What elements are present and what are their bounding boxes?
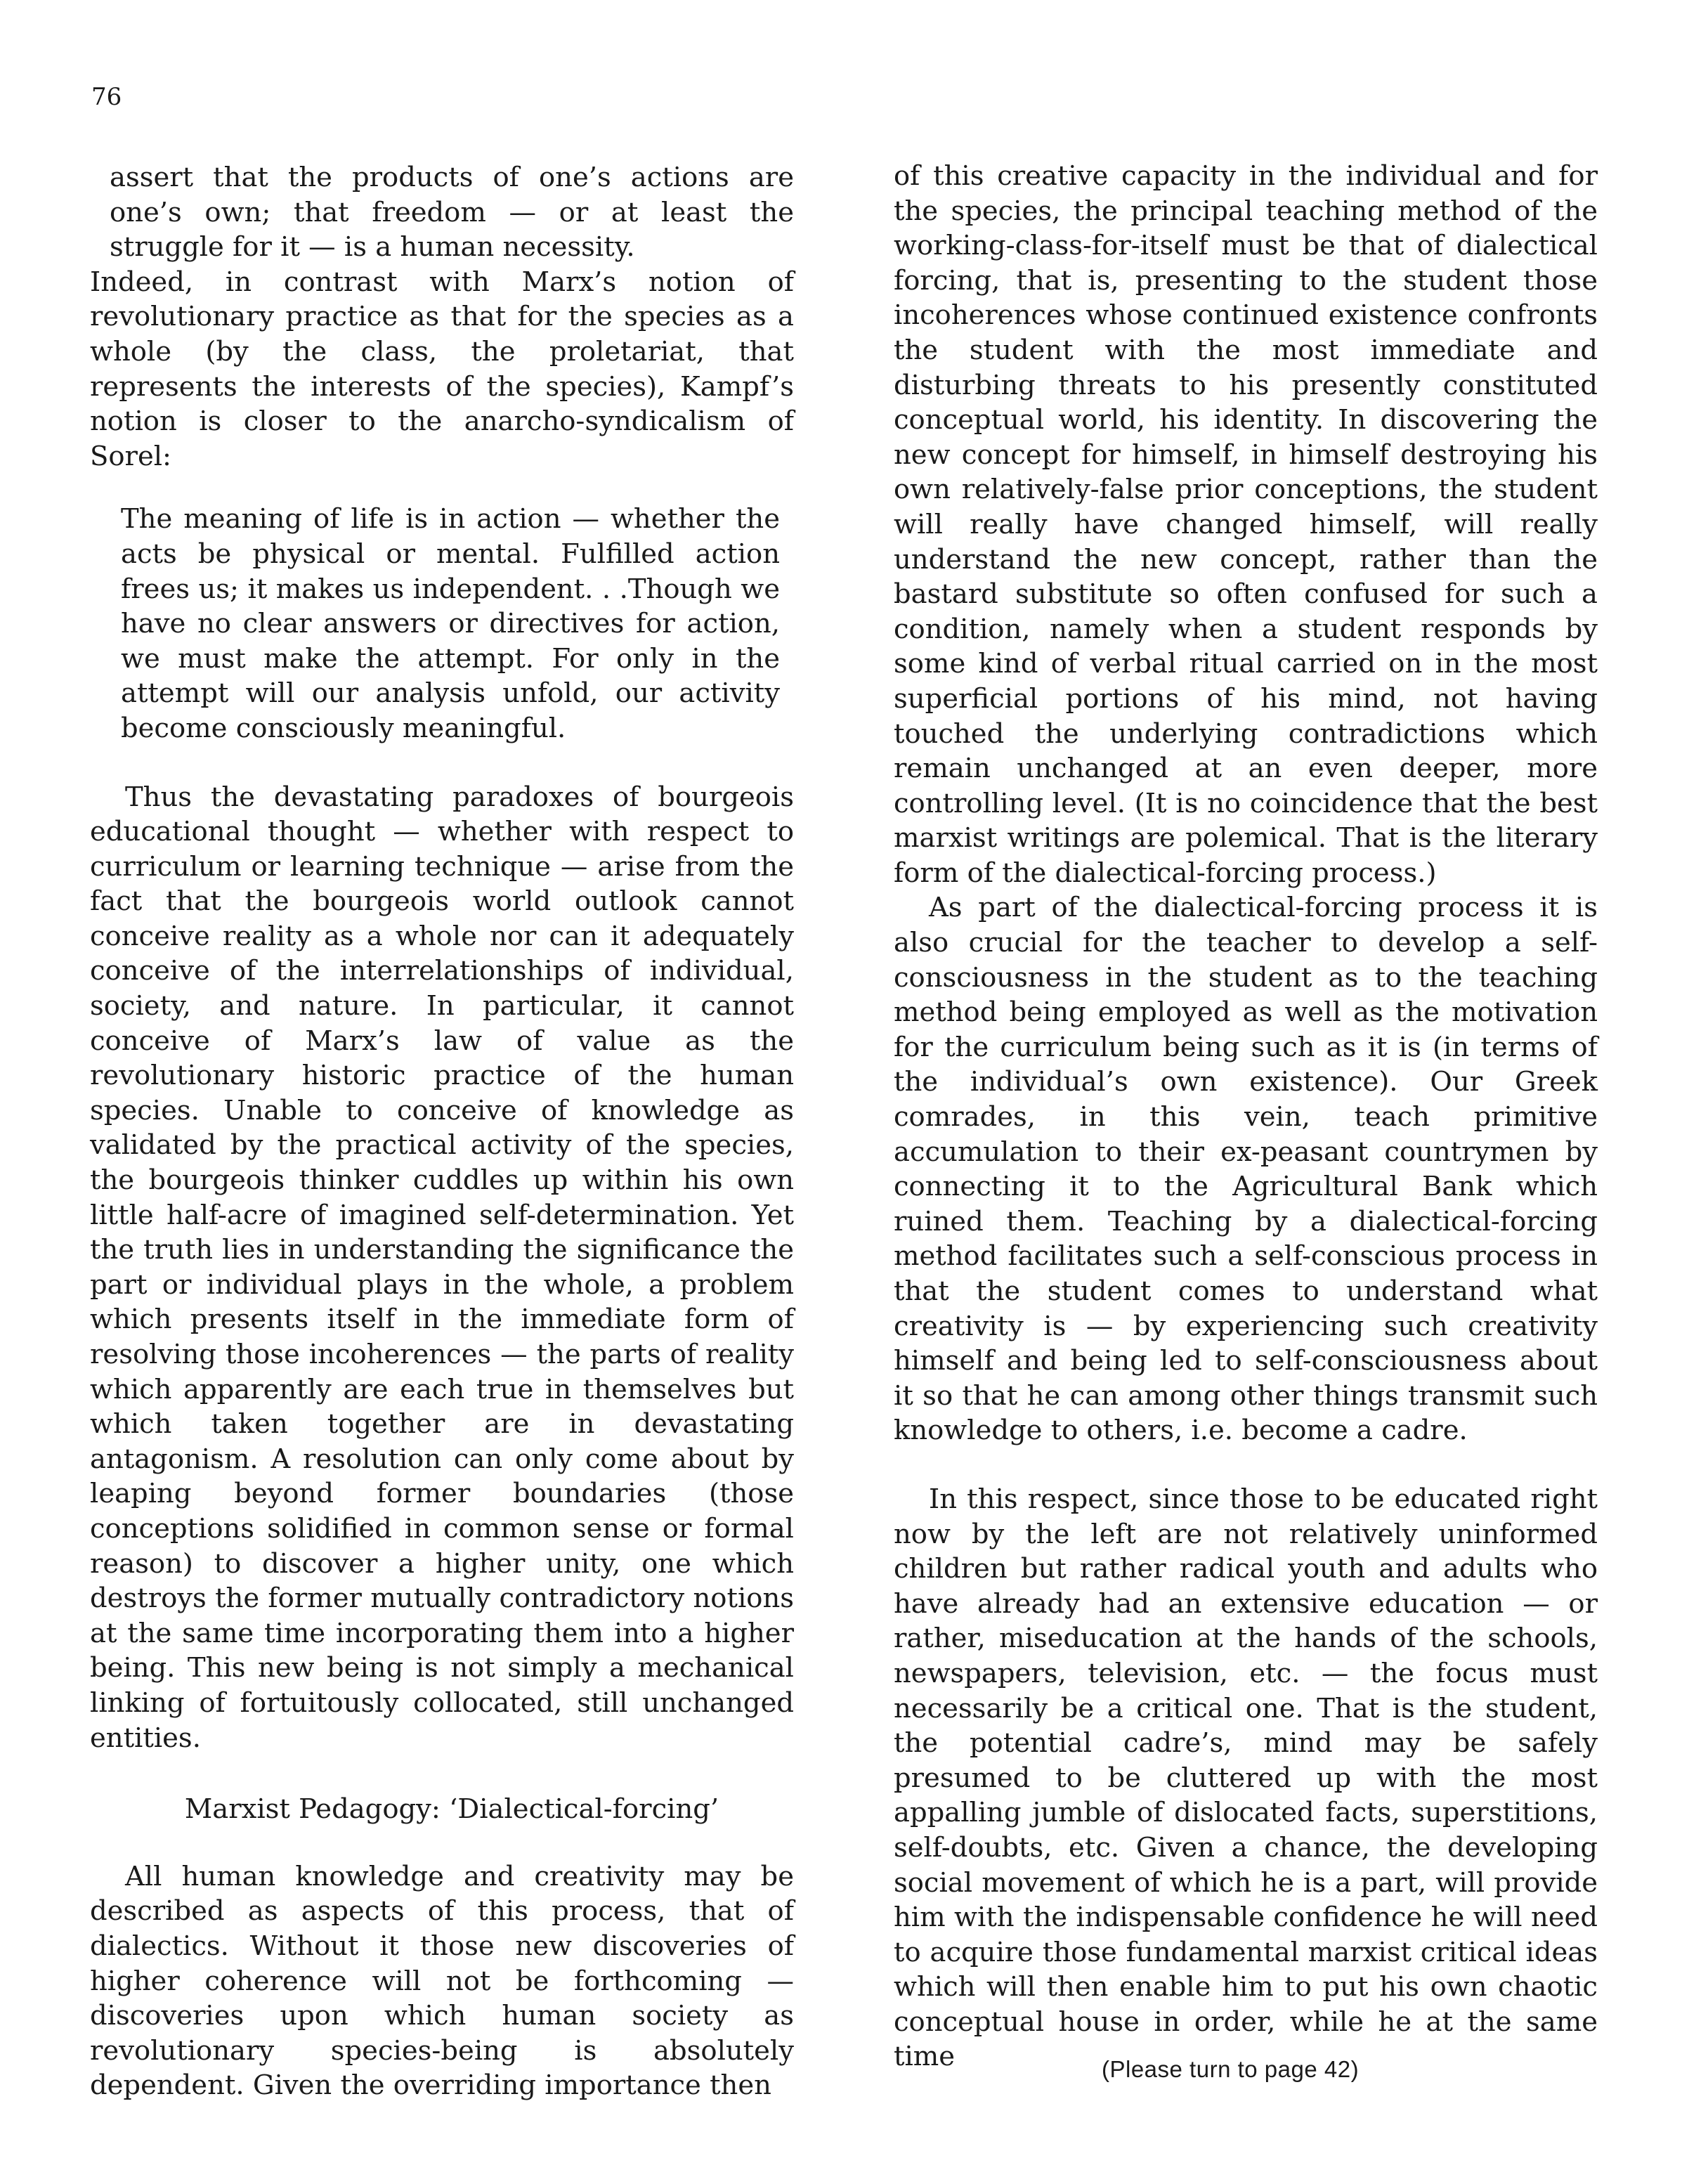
- left-column: [90, 160, 794, 2103]
- paragraph-as-part: As part of the dialectical-forcing process it is also crucial for the teacher to develop a self-consciousness in the student as to the teaching method being employed as well as the motivation for the curriculum being such as it is (in terms of the individual’s own existence). Our Greek comrades, in this vein, teach primitive accumulation to their ex-peasant countrymen by connecting it to the Agricultural Bank which ruined them. Teaching by a dialectical-forcing method facilitates such a self-conscious process in that the student comes to understand what creativity is — by experiencing such creativity himself and being led to self-consciousness about it so that he can among other things transmit such knowledge to others, i.e. become a cadre.: [894, 892, 1598, 1447]
- right-column: [894, 159, 1598, 2074]
- section-heading: Marxist Pedagogy: ‘Dialectical-forcing’: [184, 1793, 719, 1826]
- paragraph-in-this-respect: In this respect, since those to be educated right now by the left are not relatively uninformed children but rather radical youth and adults who have already had an extensive education — or rather, miseducation at the hands of the schools, newspapers, television, etc. — the focus must necessarily be a critical one. That is the student, the potential cadre’s, mind may be safely presumed to be cluttered up with the most appalling jumble of dislocated facts, superstitions, self-doubts, etc. Given a chance, the developing social movement of which he is a part, will provide him with the indispensable confidence he will need to acquire those fundamental marxist critical ideas which will then enable him to put his own chaotic conceptual house in order, while he at the same time: [894, 1483, 1598, 2073]
- block-quote: The meaning of life is in action — whether the acts be physical or mental. Fulfilled action frees us; it makes us independent. . .Though we have no clear answers or directives for action, we must make the attempt. For only in the attempt will our analysis unfold, our activity become consciously meaningful.: [121, 503, 780, 744]
- paragraph-thus: Thus the devastating paradoxes of bourgeois educational thought — whether with respect to curriculum or learning technique — arise from the fact that the bourgeois world outlook cannot conceive reality as a whole nor can it adequately conceive of the interrelationships of individual, society, and nature. In particular, it cannot conceive of Marx’s law of value as the revolutionary historic practice of the human species. Unable to conceive of knowledge as validated by the practical activity of the species, the bourgeois thinker cuddles up within his own little half-acre of imagined self-determination. Yet the truth lies in understanding the significance the part or individual plays in the whole, a problem which presents itself in the immediate form of resolving those incoherences — the parts of reality which apparently are each true in themselves but which taken together are in devastating antagonism. A resolution can only come about by leaping beyond former boundaries (those conceptions solidified in common sense or formal reason) to discover a higher unity, one which destroys the former mutually contradictory notions at the same time incorporating them into a higher being. This new being is not simply a mechanical linking of fortuitously collocated, still unchanged entities.: [90, 781, 794, 1754]
- paragraph-indeed: Indeed, in contrast with Marx’s notion of revolutionary practice as that for the species as a whole (by the class, the proletariat, that represents the interests of the species), Kampf’s notion is closer to the anarcho-syndicalism of Sorel:: [90, 266, 794, 472]
- quote-continuation: assert that the products of one’s actions are one’s own; that freedom — or at least the struggle for it — is a human necessity.: [110, 162, 794, 264]
- continuation-note: (Please turn to page 42): [1102, 2056, 1360, 2082]
- page-number: 76: [91, 83, 122, 111]
- paragraph-all-human-knowledge: All human knowledge and creativity may be described as aspects of this process, that of dialectics. Without it those new discoveries of higher coherence will not be forthcoming — discoveries upon which human society as revolutionary species-being is absolutely dependent. Given the overriding importance then: [90, 1860, 794, 2102]
- paragraph-continuation: of this creative capacity in the individual and for the species, the principal teaching method of the working-class-for-itself must be that of dialectical forcing, that is, presenting to the student those incoherences whose continued existence confronts the student with the most immediate and disturbing threats to his presently constituted conceptual world, his identity. In discovering the new concept for himself, in himself destroying his own relatively-false prior conceptions, the student will really have changed himself, will really understand the new concept, rather than the bastard substitute so often confused for such a condition, namely when a student responds by some kind of verbal ritual carried on in the most superficial portions of his mind, not having touched the underlying contradictions which remain unchanged at an even deeper, more controlling level. (It is no coincidence that the best marxist writings are polemical. That is the literary form of the dialectical-forcing process.): [894, 160, 1598, 889]
